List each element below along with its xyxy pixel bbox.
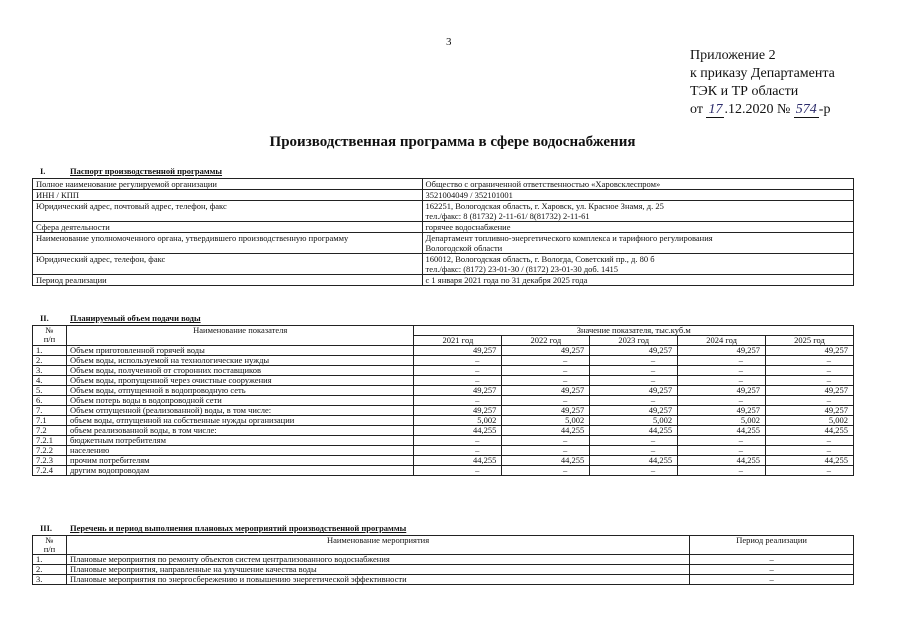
measure-number: 3. [33, 575, 67, 585]
row-name: прочим потребителям [66, 456, 414, 466]
row-value: 5,002 [414, 416, 502, 426]
row-value: – [766, 466, 854, 476]
measure-period: – [690, 555, 854, 565]
row-number: 3. [33, 366, 67, 376]
passport-label: ИНН / КПП [33, 190, 423, 201]
table-row [33, 436, 854, 446]
row-name: Объем воды, полученной от сторонних поставщиков [66, 366, 414, 376]
row-value: 44,255 [766, 456, 854, 466]
row-value: 49,257 [766, 346, 854, 356]
col-period-header: Период реализации [690, 536, 854, 555]
row-value: 49,257 [414, 346, 502, 356]
handwritten-order-number: 574 [795, 102, 817, 117]
row-value: – [590, 436, 678, 446]
table-row [33, 396, 854, 406]
passport-label: Наименование уполномоченного органа, утвердившего производственную программу [33, 233, 423, 254]
appendix-date-line [690, 101, 835, 119]
row-value: – [678, 376, 766, 386]
col-measure-header: Наименование мероприятия [66, 536, 689, 555]
section-1-heading [40, 166, 222, 176]
row-value: 49,257 [678, 406, 766, 416]
row-name: Объем воды, используемой на технологические нужды [66, 356, 414, 366]
row-value: 5,002 [766, 416, 854, 426]
row-value: – [590, 356, 678, 366]
date-rest: .12.2020 № [724, 102, 791, 117]
measure-period: – [690, 565, 854, 575]
col-number-header: № п/п [33, 326, 67, 346]
row-value: 49,257 [414, 406, 502, 416]
row-value: 44,255 [414, 456, 502, 466]
year-header: 2025 год [766, 336, 854, 346]
passport-value-line: с 1 января 2021 года по 31 декабря 2025 года [425, 275, 588, 285]
row-value: 5,002 [678, 416, 766, 426]
row-value: – [678, 356, 766, 366]
section-1-title: Паспорт производственной программы [70, 166, 223, 176]
row-value: 44,255 [502, 426, 590, 436]
table-row [33, 426, 854, 436]
row-value: – [678, 436, 766, 446]
row-number: 7.2.1 [33, 436, 67, 446]
row-value: 44,255 [502, 456, 590, 466]
row-value: – [414, 376, 502, 386]
row-value: – [590, 446, 678, 456]
year-header: 2021 год [414, 336, 502, 346]
appendix-line-3: ТЭК и ТР области [690, 84, 799, 99]
row-value: – [766, 376, 854, 386]
order-suffix: -р [818, 102, 831, 117]
passport-value-line: тел./факс: 8 (81732) 2-11-61/ 8(81732) 2-11-61 [425, 211, 590, 221]
row-value: – [502, 366, 590, 376]
table-row [33, 446, 854, 456]
passport-label: Период реализации [33, 275, 423, 286]
passport-row [33, 222, 854, 233]
row-value: – [766, 436, 854, 446]
row-name: объем воды, отпущенной на собственные нужды организации [66, 416, 414, 426]
row-number: 7. [33, 406, 67, 416]
row-value: 49,257 [678, 346, 766, 356]
passport-row [33, 190, 854, 201]
passport-value-line: 3521004049 / 352101001 [425, 190, 513, 200]
row-number: 7.2.2 [33, 446, 67, 456]
section-1-number: I. [40, 166, 46, 176]
row-value: – [502, 446, 590, 456]
row-value: – [414, 356, 502, 366]
passport-row [33, 201, 854, 222]
table-row [33, 366, 854, 376]
row-name: Объем приготовленной горячей воды [66, 346, 414, 356]
row-value: – [414, 466, 502, 476]
passport-label: Сфера деятельности [33, 222, 423, 233]
row-value: – [766, 396, 854, 406]
table-row [33, 346, 854, 356]
row-number: 6. [33, 396, 67, 406]
table-row [33, 456, 854, 466]
row-number: 5. [33, 386, 67, 396]
row-value: – [678, 366, 766, 376]
row-value: 44,255 [590, 426, 678, 436]
row-value: 49,257 [766, 386, 854, 396]
table-row [33, 406, 854, 416]
passport-label: Юридический адрес, почтовый адрес, телефон, факс [33, 201, 423, 222]
row-value: – [502, 376, 590, 386]
section-2-number: II. [40, 313, 49, 323]
row-name: Объем воды, отпущенной в водопроводную сеть [66, 386, 414, 396]
passport-value-line: 162251, Вологодская область, г. Харовск, ул. Красное Знамя, д. 25 [425, 201, 664, 211]
row-value: – [502, 356, 590, 366]
row-value: 44,255 [590, 456, 678, 466]
passport-value [422, 179, 853, 190]
row-value: – [678, 446, 766, 456]
passport-table [32, 178, 854, 286]
passport-row [33, 275, 854, 286]
row-value: – [502, 396, 590, 406]
row-name: населению [66, 446, 414, 456]
row-value: 44,255 [678, 426, 766, 436]
col-name-header: Наименование показателя [66, 326, 414, 346]
row-value: 49,257 [502, 386, 590, 396]
row-value: 49,257 [678, 386, 766, 396]
appendix-block [690, 47, 835, 119]
document-title: Производственная программа в сфере водоснабжения [269, 134, 636, 150]
row-value: – [678, 396, 766, 406]
measure-number: 1. [33, 555, 67, 565]
appendix-line-2: к приказу Департамента [690, 66, 835, 81]
row-name: объем реализованной воды, в том числе: [66, 426, 414, 436]
row-number: 2. [33, 356, 67, 366]
row-value: – [414, 436, 502, 446]
table-row [33, 356, 854, 366]
row-value: – [414, 396, 502, 406]
row-name: бюджетным потребителям [66, 436, 414, 446]
appendix-line-1: Приложение 2 [690, 48, 776, 63]
row-value: – [678, 466, 766, 476]
row-value: – [502, 436, 590, 446]
passport-value [422, 201, 853, 222]
table-row [33, 466, 854, 476]
passport-value-line: тел./факс: (8172) 23-01-30 / (8172) 23-01-30 доб. 1415 [425, 264, 618, 274]
row-value: 44,255 [414, 426, 502, 436]
section-2-title: Планируемый объем подачи воды [70, 313, 201, 323]
year-header: 2022 год [502, 336, 590, 346]
water-volume-table [32, 325, 854, 476]
row-value: – [590, 466, 678, 476]
row-number: 7.2.4 [33, 466, 67, 476]
passport-row [33, 254, 854, 275]
section-3-number: III. [40, 523, 53, 533]
row-value: 49,257 [502, 346, 590, 356]
measure-number: 2. [33, 565, 67, 575]
measure-row [33, 565, 854, 575]
row-value: 5,002 [590, 416, 678, 426]
measure-name: Плановые мероприятия по ремонту объектов систем централизованного водоснабжения [66, 555, 689, 565]
measure-row [33, 555, 854, 565]
row-value: – [414, 366, 502, 376]
row-value: – [766, 446, 854, 456]
row-name: Объем воды, пропущенной через очистные сооружения [66, 376, 414, 386]
passport-value-line: Вологодской области [425, 243, 503, 253]
row-value: – [590, 396, 678, 406]
page-number: 3 [446, 36, 452, 48]
row-name: Объем отпущенной (реализованной) воды, в том числе: [66, 406, 414, 416]
row-value: – [766, 356, 854, 366]
row-value: 49,257 [414, 386, 502, 396]
passport-value [422, 254, 853, 275]
row-value: – [502, 466, 590, 476]
passport-value-line: Департамент топливно-энергетического комплекса и тарифного регулирования [425, 233, 713, 243]
row-name: Объем потерь воды в водопроводной сети [66, 396, 414, 406]
handwritten-day: 17 [708, 102, 723, 117]
passport-value-line: горячее водоснабжение [425, 222, 511, 232]
row-value: 49,257 [502, 406, 590, 416]
row-number: 7.2.3 [33, 456, 67, 466]
table-row [33, 416, 854, 426]
year-header: 2024 год [678, 336, 766, 346]
row-value: 49,257 [590, 386, 678, 396]
row-value: 49,257 [590, 406, 678, 416]
passport-value-line: 160012, Вологодская область, г. Вологда, Советский пр., д. 80 б [425, 254, 655, 264]
col-number-header: № п/п [33, 536, 67, 555]
row-value: 44,255 [766, 426, 854, 436]
row-number: 4. [33, 376, 67, 386]
passport-value [422, 222, 853, 233]
passport-row [33, 179, 854, 190]
section-3-title: Перечень и период выполнения плановых мероприятий производственной программы [70, 523, 407, 533]
measure-name: Плановые мероприятия, направленные на улучшение качества воды [66, 565, 689, 575]
col-value-header: Значение показателя, тыс.куб.м [414, 326, 854, 336]
section-3-heading [40, 523, 406, 533]
row-value: – [766, 366, 854, 376]
passport-label: Полное наименование регулируемой организации [33, 179, 423, 190]
measures-table [32, 535, 854, 585]
section-2-heading [40, 313, 201, 323]
passport-label: Юридический адрес, телефон, факс [33, 254, 423, 275]
row-value: 5,002 [502, 416, 590, 426]
passport-row [33, 233, 854, 254]
passport-value [422, 190, 853, 201]
row-number: 7.2 [33, 426, 67, 436]
row-name: другим водопроводам [66, 466, 414, 476]
row-value: – [414, 446, 502, 456]
table-row [33, 386, 854, 396]
table-row [33, 376, 854, 386]
row-number: 1. [33, 346, 67, 356]
row-value: – [590, 376, 678, 386]
year-header: 2023 год [590, 336, 678, 346]
row-value: 44,255 [678, 456, 766, 466]
passport-value-line: Общество с ограниченной ответственностью «Харовсклеспром» [425, 179, 661, 189]
row-value: 49,257 [590, 346, 678, 356]
measure-period: – [690, 575, 854, 585]
row-value: 49,257 [766, 406, 854, 416]
row-number: 7.1 [33, 416, 67, 426]
measure-row [33, 575, 854, 585]
passport-value [422, 275, 853, 286]
row-value: – [590, 366, 678, 376]
passport-value [422, 233, 853, 254]
date-prefix: от [690, 102, 703, 117]
measure-name: Плановые мероприятия по энергосбережению и повышению энергетической эффективности [66, 575, 689, 585]
